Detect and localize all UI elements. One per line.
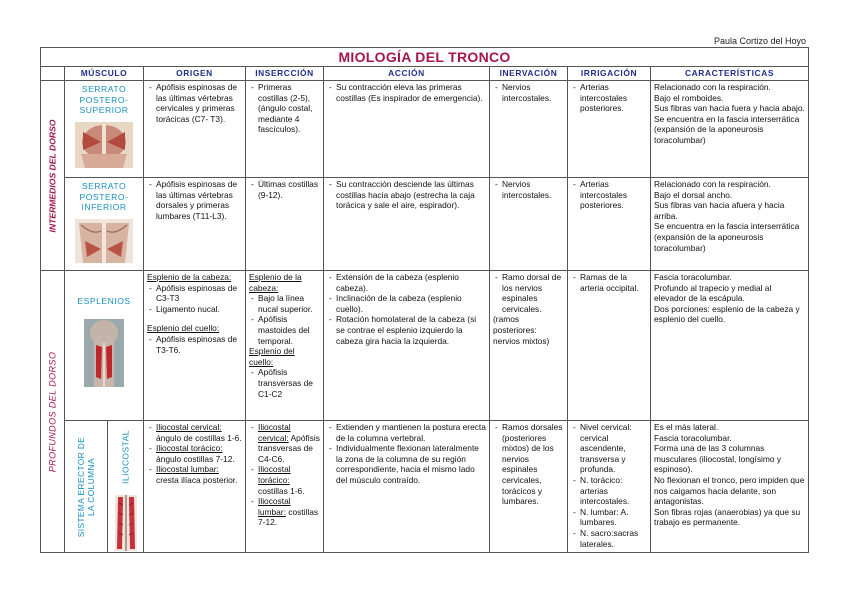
- table-row: [41, 178, 809, 271]
- origen-heading: Iliocostal lumbar:: [156, 464, 219, 475]
- anatomy-back-serratus-superior-icon: [75, 122, 133, 168]
- origen-text: - Apófisis espinosas de las últimas vértebras dorsales y primeras lumbares (T11-L3).: [156, 179, 242, 221]
- muscle-cell: [65, 271, 144, 421]
- caracteristica-line: Sus fibras van hacia afuera y hacia arriba.: [654, 200, 785, 221]
- insercion-text: [258, 464, 320, 496]
- caracteristicas-cell: [651, 178, 809, 271]
- origen-text: - Apófisis espinosas de las últimas vértebras cervicales y primeras torácicas (C7- T3).: [156, 82, 242, 124]
- accion-text: - Su contracción desciende las últimas costillas hacia abajo (estrecha la caja torácica y sale el aire, espirador).: [336, 179, 486, 211]
- anatomy-neck-splenius-icon: [84, 319, 124, 387]
- accion-text: - Rotación homolateral de la cabeza (si se contrae el esplenio izquierdo la cabeza gira hacia la izquierda.: [336, 314, 486, 346]
- irrigacion-cell: [568, 421, 651, 553]
- insercion-text: - Apófisis mastoides del temporal.: [258, 314, 320, 346]
- insercion-detail: costillas 1-6.: [258, 485, 305, 496]
- header-inervacion: INERVACIÓN: [490, 67, 568, 81]
- insercion-text: - Últimas costillas (9-12).: [258, 179, 320, 200]
- accion-cell: [324, 271, 490, 421]
- origen-cell: [144, 421, 246, 553]
- caracteristica-line: Relacionado con la respiración.: [654, 179, 771, 189]
- insercion-detail: Apófisis transversas de C4-C6.: [258, 432, 320, 464]
- origen-heading: Esplenio del cuello:: [147, 323, 220, 334]
- irrigacion-text: - Nivel cervical: cervical ascendente, transversa y profunda.: [580, 422, 647, 475]
- accion-text: - Su contracción eleva las primeras costillas (Es inspirador de emergencia).: [336, 82, 486, 103]
- caracteristica-line: Son fibras rojas (anaerobias) ya que su trabajo es permanente.: [654, 506, 801, 528]
- inervacion-note: (ramos posteriores: nervios mixtos): [493, 314, 550, 346]
- insercion-cell: [246, 421, 324, 553]
- caracteristica-line: No flexionan el tronco, pero impiden que nos caigamos hacia delante, son antagonistas.: [654, 474, 805, 507]
- caracteristica-line: Es el más lateral.: [654, 422, 719, 432]
- irrigacion-text: - Arterias intercostales posteriores.: [580, 82, 647, 114]
- accion-text: - Extienden y mantienen la postura erecta de la columna vertebral.: [336, 422, 486, 443]
- origen-heading: Esplenio de la cabeza:: [147, 272, 232, 282]
- group-erector: [65, 421, 108, 553]
- irrigacion-cell: [568, 271, 651, 421]
- accion-text: - Inclinación de la cabeza (esplenio cuello).: [336, 293, 486, 314]
- caracteristica-line: Dos porciones: esplenio de la cabeza y esplenio del cuello.: [654, 303, 800, 325]
- caracteristica-line: Bajo el romboides.: [654, 92, 724, 103]
- insercion-heading: Iliocostal cervical:: [258, 422, 291, 443]
- caracteristica-line: Relacionado con la respiración.: [654, 82, 771, 92]
- insercion-text: - Primeras costillas (2-5), (ángulo costal, mediante 4 fascículos).: [258, 82, 320, 135]
- group-profundos: [41, 271, 65, 553]
- caracteristica-line: Fascia toracolumbar.: [654, 272, 732, 282]
- irrigacion-cell: [568, 178, 651, 271]
- insercion-cell: [246, 81, 324, 178]
- table-row: [41, 421, 809, 553]
- caracteristica-line: Bajo el dorsal ancho.: [654, 189, 733, 200]
- author-name: Paula Cortizo del Hoyo: [713, 36, 806, 46]
- group-erector-text: SISTEMA ERECTOR DE LA COLUMNA: [76, 436, 96, 537]
- inervacion-text: - Nervios intercostales.: [502, 179, 564, 200]
- caracteristica-line: Se encuentra en la fascia interserrática (expansión de la aponeurosis toracolumbar): [654, 221, 800, 253]
- irrigacion-text: - Ramas de la arteria occipital.: [580, 272, 647, 293]
- insercion-text: [258, 422, 320, 464]
- origen-text: [156, 422, 242, 443]
- anatomy-back-serratus-inferior-icon: [75, 219, 133, 263]
- muscle-name: ILIOCOSTAL: [120, 430, 131, 484]
- anatomy-spine-iliocostalis-icon: [115, 495, 137, 551]
- origen-text: - Ligamento nucal.: [156, 304, 242, 315]
- insercion-cell: [246, 271, 324, 421]
- origen-text: - Apófisis espinosas de T3-T6.: [156, 334, 242, 355]
- irrigacion-cell: [568, 81, 651, 178]
- table-row: [41, 81, 809, 178]
- inervacion-text: - Nervios intercostales.: [502, 82, 564, 103]
- insercion-detail: costillas 7-12.: [258, 506, 319, 528]
- header-accion: ACCIÓN: [324, 67, 490, 81]
- group-profundos-label: PROFUNDOS DEL DORSO: [47, 351, 58, 472]
- accion-cell: [324, 178, 490, 271]
- accion-text: - Extensión de la cabeza (esplenio cabeza).: [336, 272, 486, 293]
- inervacion-cell: [490, 178, 568, 271]
- caracteristica-line: Profundo al trapecio y medial al elevador de la escápula.: [654, 282, 772, 304]
- irrigacion-text: - Arterias intercostales posteriores.: [580, 179, 647, 211]
- header-insercion: INSERCCIÓN: [246, 67, 324, 81]
- origen-text: [156, 464, 242, 485]
- muscle-cell: [65, 81, 144, 178]
- insercion-heading: Esplenio de la cabeza:: [249, 272, 302, 293]
- origen-cell: [144, 81, 246, 178]
- accion-text: - Individualmente flexionan lateralmente la zona de la columna de su región correspondiente, hacia el mismo lado del músculo contraído.: [336, 443, 486, 485]
- caracteristicas-cell: [651, 421, 809, 553]
- inervacion-cell: [490, 81, 568, 178]
- caracteristica-line: Fascia toracolumbar.: [654, 432, 732, 443]
- miologia-table: [40, 47, 809, 553]
- origen-cell: [144, 178, 246, 271]
- caracteristicas-cell: [651, 81, 809, 178]
- group-intermedios: [41, 81, 65, 271]
- accion-cell: [324, 421, 490, 553]
- insercion-heading: Iliocostal torácico:: [258, 464, 291, 485]
- insercion-text: - Bajo la línea nucal superior.: [258, 293, 320, 314]
- group-intermedios-label: INTERMEDIOS DEL DORSO: [47, 118, 58, 233]
- origen-detail: cresta ilíaca posterior.: [156, 474, 238, 485]
- accion-cell: [324, 81, 490, 178]
- group-erector-label: [76, 433, 96, 541]
- origen-text: [156, 443, 242, 464]
- insercion-cell: [246, 178, 324, 271]
- caracteristica-line: Se encuentra en la fascia interserrática (expansión de la aponeurosis toracolumbar): [654, 113, 800, 145]
- origen-text: - Apófisis espinosas de C3-T3: [156, 283, 242, 304]
- header-musculo: MÚSCULO: [65, 67, 144, 81]
- header-row: [41, 67, 809, 81]
- irrigacion-text: - N. sacro:sacras laterales.: [580, 528, 647, 549]
- insercion-heading: Esplenio del cuello:: [249, 346, 295, 367]
- muscle-cell: [65, 178, 144, 271]
- irrigacion-text: - N. lumbar: A. lumbares.: [580, 507, 647, 528]
- caracteristica-line: Forma una de las 3 columnas musculares (iliocostal, longísimo y espinoso).: [654, 443, 782, 475]
- origen-detail: ángulo de costillas 1-6.: [156, 432, 242, 443]
- insercion-text: [258, 496, 320, 528]
- header-caracteristicas: CARACTERÍSTICAS: [651, 67, 809, 81]
- origen-heading: Iliocostal torácico:: [156, 443, 223, 454]
- inervacion-cell: [490, 421, 568, 553]
- muscle-name: SERRATO POSTERO-SUPERIOR: [79, 84, 129, 116]
- insercion-heading: Iliocostal lumbar:: [258, 496, 291, 517]
- page-title: MIOLOGÍA DEL TRONCO: [41, 48, 809, 67]
- irrigacion-text: - N. torácico: arterias intercostales.: [580, 475, 647, 507]
- origen-cell: [144, 271, 246, 421]
- table-row: [41, 271, 809, 421]
- muscle-cell: [108, 421, 144, 553]
- caracteristica-line: Sus fibras van hacia fuera y hacia abajo.: [654, 103, 805, 114]
- muscle-name: ESPLENIOS: [77, 296, 131, 306]
- muscle-name: SERRATO POSTERO-INFERIOR: [79, 181, 129, 213]
- header-origen: ORIGEN: [144, 67, 246, 81]
- origen-heading: Iliocostal cervical:: [156, 422, 222, 432]
- insercion-text: - Apófisis transversas de C1-C2: [258, 367, 320, 399]
- inervacion-cell: [490, 271, 568, 421]
- caracteristicas-cell: [651, 271, 809, 421]
- origen-detail: ángulo costillas 7-12.: [156, 453, 235, 464]
- header-blank: [41, 67, 65, 81]
- inervacion-text: - Ramos dorsales (posteriores mixtos) de los nervios espinales cervicales, torácicos y lumbares.: [502, 422, 564, 507]
- inervacion-text: - Ramo dorsal de los nervios espinales cervicales.: [502, 272, 564, 314]
- header-irrigacion: IRRIGACIÓN: [568, 67, 651, 81]
